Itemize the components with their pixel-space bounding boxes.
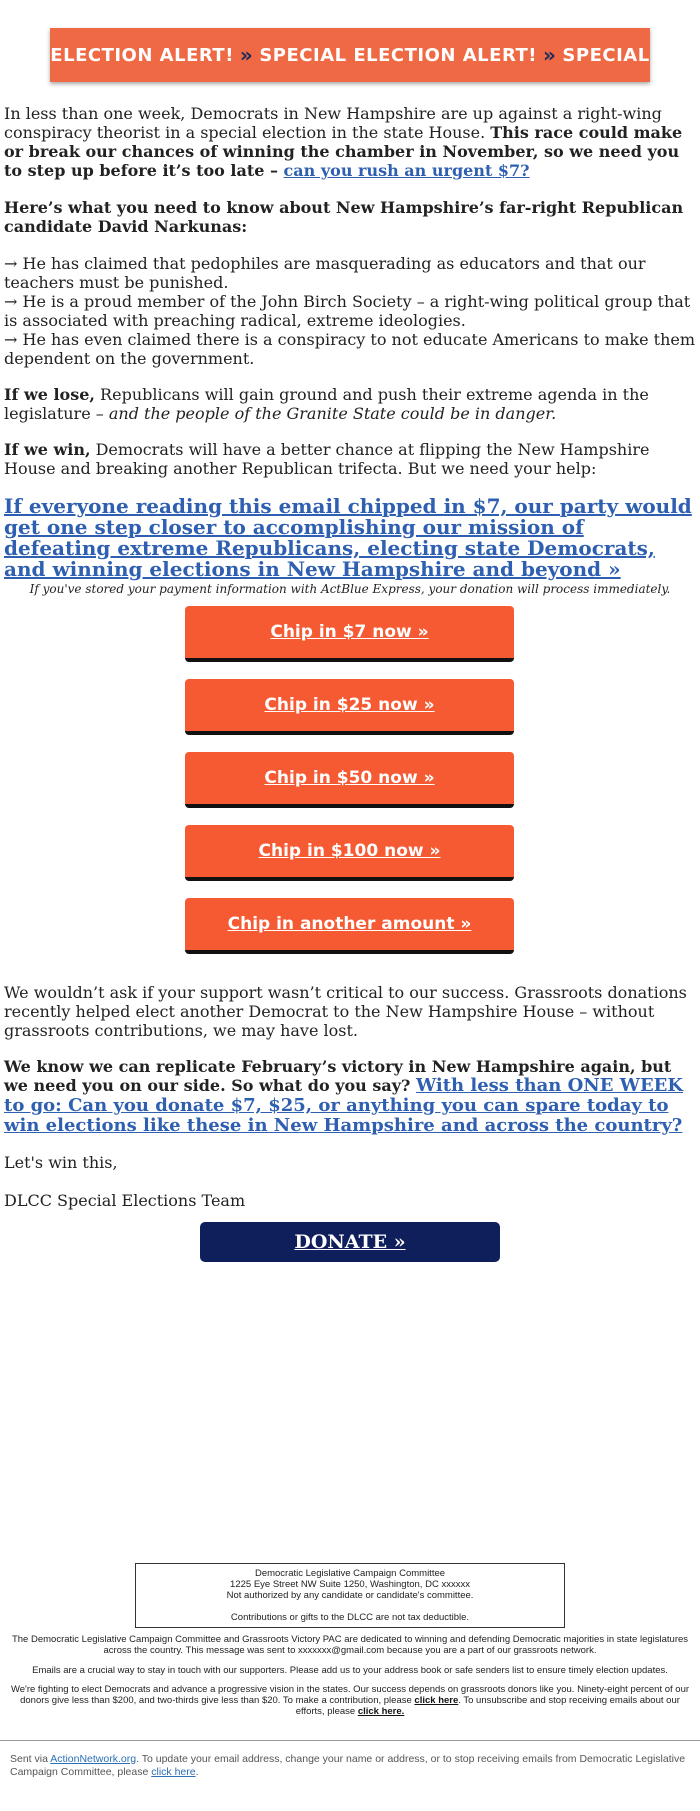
rush-donation-link[interactable]: can you rush an urgent $7? — [283, 161, 530, 180]
chip-in-25-button[interactable]: Chip in $25 now » — [185, 679, 514, 735]
big-donation-link-paragraph — [4, 496, 696, 580]
unsubscribe-link[interactable]: click here. — [357, 1706, 405, 1717]
org-address: 1225 Eye Street NW Suite 1250, Washington, DC xxxxxx — [230, 1579, 470, 1590]
signature: DLCC Special Elections Team — [4, 1191, 246, 1210]
authorization-note: Not authorized by any candidate or candidate's committee. — [226, 1590, 474, 1601]
footer-contribution: We're fighting to elect Democrats and advance a progressive vision in the states. Our success depends on grassroots donors like you. Ninety-eight percent of our donors give less than $200, and two-thirds give less than $20. To make a contribution, please click here. To unsubscribe and stop receiving emails about our efforts, please click here. — [10, 1684, 690, 1717]
closing-section — [4, 983, 696, 1210]
signoff: Let's win this, — [4, 1153, 118, 1172]
chip-in-other-amount-button[interactable]: Chip in another amount » — [185, 898, 514, 954]
bullet-3: → He has even claimed there is a conspiracy to not educate Americans to make them dependent on the government. — [4, 330, 696, 368]
chip-in-50-button[interactable]: Chip in $50 now » — [185, 752, 514, 808]
if-we-win-paragraph: If we win, Democrats will have a better chance at flipping the New Hampshire House and breaking another Republican trifecta. But we need your help: — [4, 440, 650, 478]
bullet-2: → He is a proud member of the John Birch Society – a right-wing political group that is associated with preaching radical, extreme ideologies. — [4, 292, 691, 330]
intro-paragraph: In less than one week, Democrats in New Hampshire are up against a right-wing conspiracy theorist in a special election in the state House. This race could make or break our chances of winning the chamber in November, so we need you to step up before it’s too late – can you rush an urgent $7? — [4, 104, 683, 180]
grassroots-paragraph: We wouldn’t ask if your support wasn’t critical to our success. Grassroots donations recently helped elect another Democrat to the New Hampshire House – without grassroots contributions, we may have lost. — [4, 983, 687, 1040]
actionnetwork-link[interactable]: ActionNetwork.org — [50, 1753, 137, 1765]
dlcc-address-box — [135, 1563, 565, 1628]
email-body — [4, 104, 696, 580]
banner-text-1: ELECTION ALERT! — [50, 44, 234, 66]
footer-safe-senders: Emails are a crucial way to stay in touch with our supporters. Please add us to your address book or safe senders list to ensure timely election updates. — [32, 1665, 668, 1676]
chip-in-7-big-link[interactable]: If everyone reading this email chipped in $7, our party would get one step closer to accomplishing our mission of defeating extreme Republicans, electing state Democrats, and winning elections in New Hampshire and beyond » — [4, 494, 692, 581]
contribute-link[interactable]: click here — [414, 1695, 459, 1706]
candidate-heading: Here’s what you need to know about New Hampshire’s far-right Republican candidate David Narkunas: — [4, 198, 684, 236]
banner-text-3: SPECIAL — [562, 44, 650, 66]
if-we-lose-paragraph: If we lose, Republicans will gain ground and push their extreme agenda in the legislature – and the people of the Granite State could be in danger. — [4, 385, 649, 423]
chip-in-7-button[interactable]: Chip in $7 now » — [185, 606, 514, 662]
chevron-icon: » — [543, 43, 557, 67]
actblue-note: If you've stored your payment information with ActBlue Express, your donation will process immediately. — [29, 582, 671, 596]
update-preferences-link[interactable]: click here — [151, 1766, 196, 1778]
bullet-1: → He has claimed that pedophiles are masquerading as educators and that our teachers must be punished. — [4, 254, 646, 292]
sent-via-footer: Sent via ActionNetwork.org. To update your email address, change your name or address, or to stop receiving emails from Democratic Legislative Campaign Committee, please click here. — [0, 1740, 700, 1779]
org-name: Democratic Legislative Campaign Committee — [254, 1568, 446, 1579]
one-week-donate-link[interactable]: With less than ONE WEEK to go: Can you donate $7, $25, or anything you can spare today to win elections like these in New Hampshire and across the country? — [4, 1075, 684, 1136]
replicate-paragraph: We know we can replicate February’s victory in New Hampshire again, but we need you on our side. So what do you say? With less than ONE WEEK to go: Can you donate $7, $25, or anything you can spare today to win elections like these in New Hampshire and across the country? — [4, 1057, 684, 1136]
footer-mission: The Democratic Legislative Campaign Committee and Grassroots Victory PAC are dedicated to winning and defending Democratic majorities in state legislatures across the country. This message was sent to xxxxxxx@gmail.com because you are a part of our grassroots network. — [11, 1634, 689, 1656]
chevron-icon: » — [239, 43, 254, 67]
tax-note: Contributions or gifts to the DLCC are not tax deductible. — [230, 1612, 470, 1623]
election-alert-banner — [50, 28, 650, 82]
banner-text-2: SPECIAL ELECTION ALERT! — [259, 44, 537, 66]
chip-in-100-button[interactable]: Chip in $100 now » — [185, 825, 514, 881]
donate-button[interactable]: DONATE » — [200, 1222, 500, 1262]
